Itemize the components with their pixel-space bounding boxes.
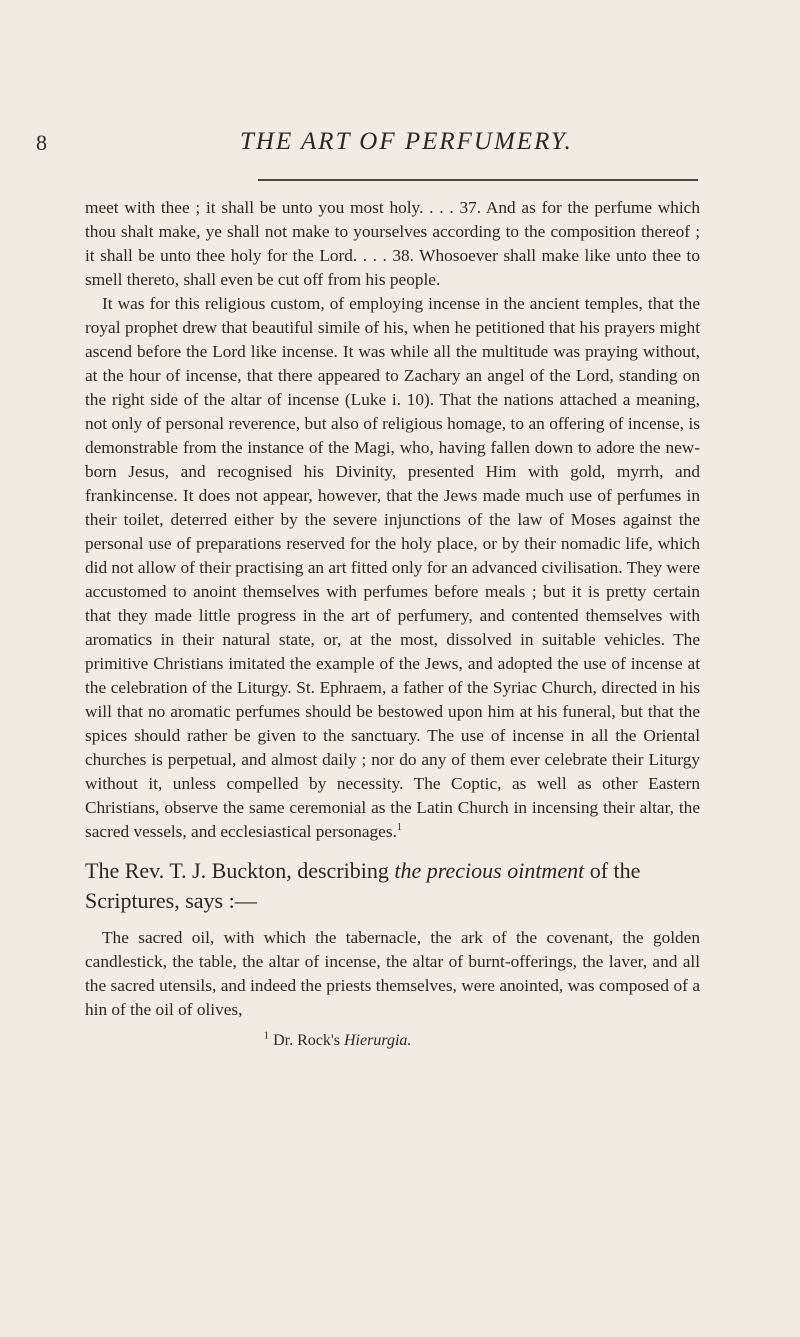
quotation-text: The sacred oil, with which the tabernacle, the ark of the covenant, the golden candlestick, the table, the altar of incense, the altar of burnt-offerings, the laver, and all the sacred utensils, and indeed the priests themselves, were anointed, was composed of a hin of the oil of olives, bbox=[85, 928, 700, 1019]
body-text bbox=[85, 196, 700, 1050]
footnote bbox=[85, 1029, 700, 1050]
footnote-italic: Hierurgia. bbox=[343, 1032, 412, 1049]
paragraph-2-text: It was for this religious custom, of employing incense in the ancient temples, that the royal prophet drew that beautiful simile of his, when he petitioned that his prayers might ascend before the Lord like incense. It was while all the multitude was praying without, at the hour of incense, that there appeared to Zachary an angel of the Lord, standing on the right side of the altar of incense (Luke i. 10). That the nations attached a meaning, not only of personal reverence, but also of religious homage, to an offering of incense, is demonstrable from the instance of the Magi, who, having fallen down to adore the new-born Jesus, and recognised his Divinity, presented Him with gold, myrrh, and frankincense. It does not appear, however, that the Jews made much use of perfumes in their toilet, deterred either by the severe injunctions of the law of Moses against the personal use of preparations reserved for the holy place, or by their nomadic life, which did not allow of their practising an art fitted only for an advanced civilisation. They were accustomed to anoint themselves with perfumes before meals ; but it is pretty certain that they made little progress in the art of perfumery, and contented themselves with aromatics in their natural state, or, at the most, dissolved in suitable vehicles. The primitive Christians imitated the example of the Jews, and adopted the use of incense at the celebration of the Liturgy. St. Ephraem, a father of the Syriac Church, directed in his will that no aromatic perfumes should be bestowed upon him at his funeral, but that the spices should rather be given to the sanctuary. The use of incense in all the Oriental churches is perpetual, and almost daily ; nor do any of them ever celebrate their Liturgy without it, unless compelled by necessity. The Coptic, as well as other Eastern Christians, observe the same ceremonial as the Latin Church in incensing their altar, the sacred vessels, and ecclesiastical personages. bbox=[85, 294, 700, 841]
paragraph-2 bbox=[85, 292, 700, 844]
quotation bbox=[85, 926, 700, 1022]
page-number: 8 bbox=[36, 130, 48, 155]
paragraph-1 bbox=[85, 196, 700, 292]
paragraph-1-text: meet with thee ; it shall be unto you most holy. . . . 37. And as for the perfume which thou shalt make, ye shall not make to yourselves according to the composition thereof ; it shall be unto thee holy for the Lord. . . . 38. Whosoever shall make like unto thee to smell thereto, shall even be cut off from his people. bbox=[85, 198, 700, 289]
running-title: THE ART OF PERFUMERY. bbox=[240, 128, 573, 155]
lead-paragraph bbox=[85, 856, 700, 916]
footnote-text: Dr. Rock's bbox=[273, 1032, 344, 1049]
footnote-reference: 1 bbox=[396, 822, 402, 834]
lead-prefix: The Rev. T. J. Buckton, describing bbox=[85, 858, 395, 883]
header-rule bbox=[258, 179, 698, 181]
lead-italic: the precious ointment bbox=[394, 858, 585, 883]
footnote-mark: 1 bbox=[263, 1029, 270, 1042]
lead-suffix: of the Scriptures, says :— bbox=[85, 858, 641, 913]
